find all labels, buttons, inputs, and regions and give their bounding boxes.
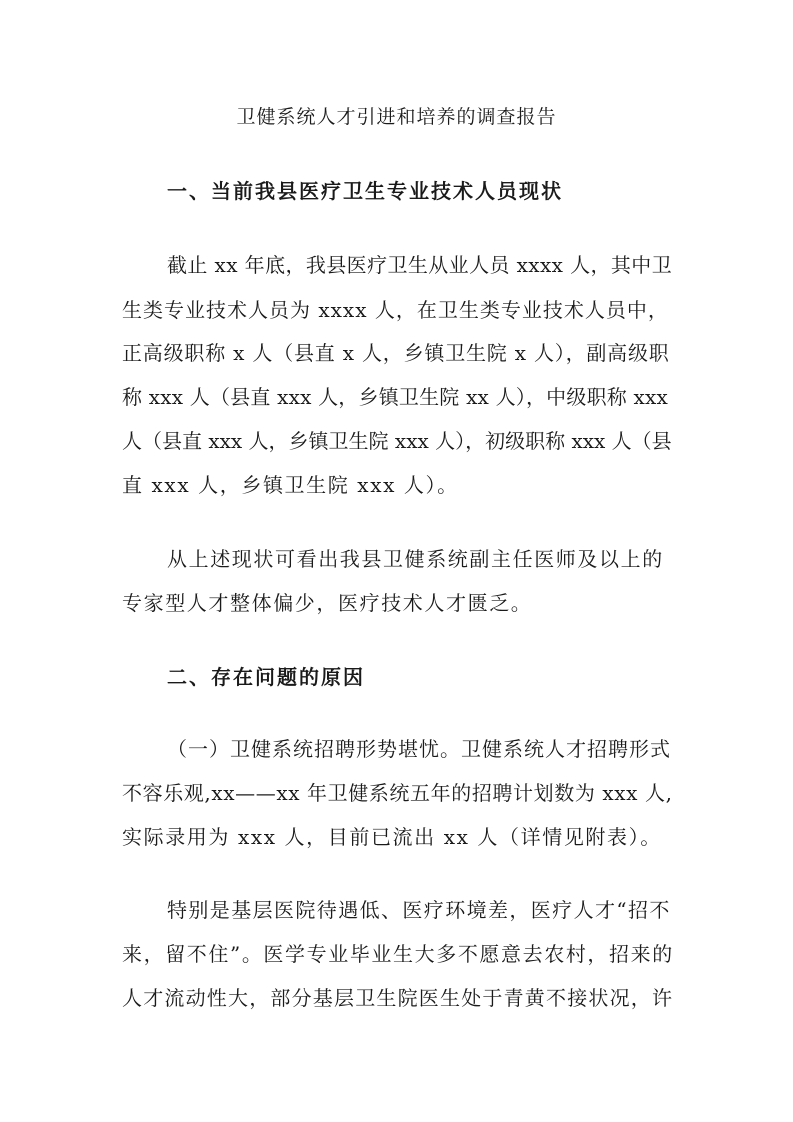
paragraph-line: 正高级职称 x 人（县直 x 人，乡镇卫生院 x 人），副高级职 — [122, 341, 670, 365]
paragraph-line: 人才流动性大，部分基层卫生院医生处于青黄不接状况，许 — [122, 986, 674, 1010]
paragraph-line: 直 xxx 人，乡镇卫生院 xxx 人）。 — [122, 473, 459, 497]
paragraph-line: 从上述现状可看出我县卫健系统副主任医师及以上的 — [167, 547, 664, 571]
paragraph-line: 特别是基层医院待遇低、医疗环境差，医疗人才“招不 — [167, 898, 671, 922]
section-heading-2: 二、存在问题的原因 — [167, 665, 365, 689]
document-title: 卫健系统人才引进和培养的调查报告 — [236, 106, 557, 128]
paragraph-line: 实际录用为 xxx 人，目前已流出 xx 人（详情见附表）。 — [122, 825, 662, 849]
paragraph-line: 专家型人才整体偏少，医疗技术人才匮乏。 — [122, 591, 533, 615]
paragraph-line: 截止 xx 年底，我县医疗卫生从业人员 xxxx 人，其中卫 — [167, 253, 673, 277]
paragraph-line: 不容乐观,xx——xx 年卫健系统五年的招聘计划数为 xxx 人, — [122, 781, 673, 805]
paragraph-line: 来，留不住”。医学专业毕业生大多不愿意去农村，招来的 — [122, 942, 674, 966]
paragraph-line: 人（县直 xxx 人，乡镇卫生院 xxx 人），初级职称 xxx 人（县 — [122, 429, 672, 453]
section-heading-1: 一、当前我县医疗卫生专业技术人员现状 — [167, 179, 563, 203]
paragraph-line: 生类专业技术人员为 xxxx 人，在卫生类专业技术人员中， — [122, 298, 669, 322]
paragraph-line: （一）卫健系统招聘形势堪忧。卫健系统人才招聘形式 — [167, 737, 671, 761]
paragraph-line: 称 xxx 人（县直 xxx 人，乡镇卫生院 xx 人），中级职称 xxx — [122, 385, 668, 409]
